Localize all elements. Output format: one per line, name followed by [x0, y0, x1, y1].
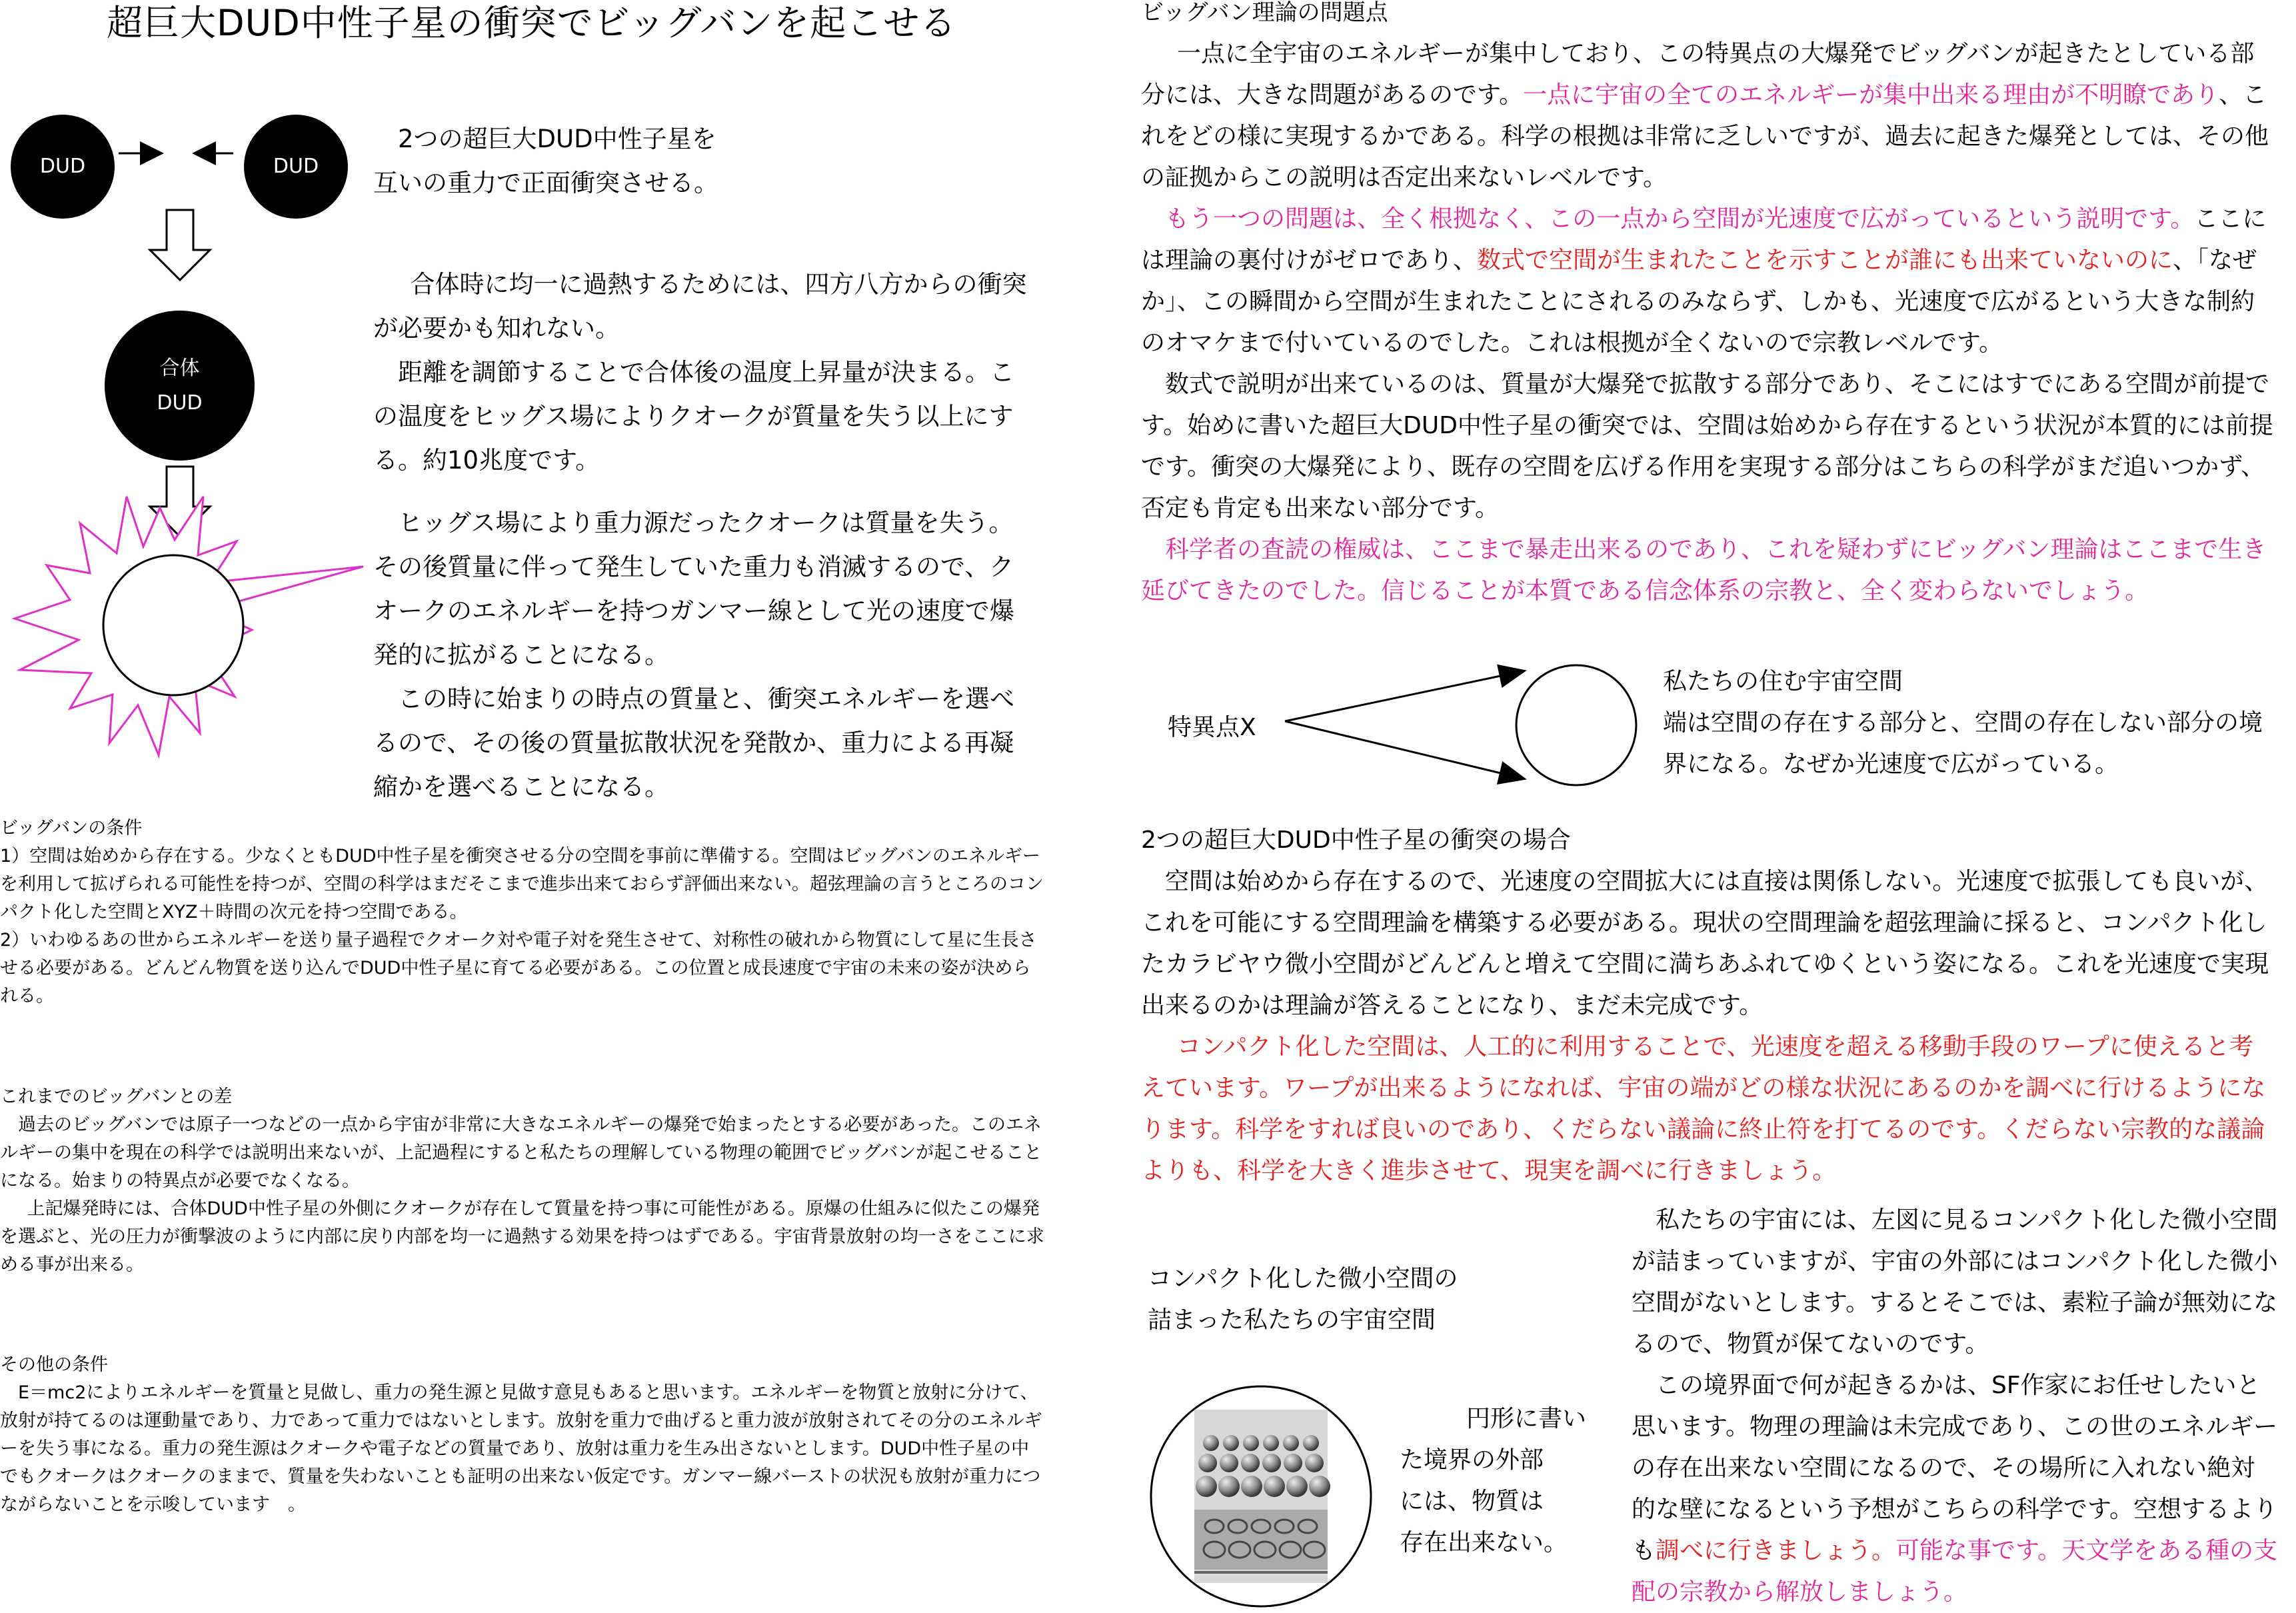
u2-c-highlight: 可能な事です。天文学をある種の支配の宗教から解放しましょう。: [1632, 1537, 2278, 1606]
circle-note-3: には、物質は: [1400, 1488, 1544, 1515]
merged-label-1: 合体: [159, 356, 200, 380]
circle-note-4: 存在出来ない。: [1400, 1529, 1568, 1556]
p1-b-highlight: 一点に宇宙の全てのエネルギーが集中出来る理由が不明瞭であり: [1523, 81, 2219, 109]
para1-line2: 互いの重力で正面衝突させる。: [373, 169, 718, 197]
para4: ヒッグス場により重力源だったクオークは質量を失う。その後質量に伴って発生していた重力も消滅するので、クオークのエネルギーを持つガンマー線として光の速度で爆発的に拡がることになる。: [373, 509, 1014, 669]
bigbang-conditions: [0, 814, 1046, 1010]
boundary-para-1: 私たちの宇宙には、左図に見るコンパクト化した微小空間が詰まっていますが、宇宙の外部にはコンパクト化した微小空間がないとします。するとそこでは、素粒子論が無効になるので、物質が保てないのです。: [1632, 1206, 2278, 1358]
para2: 合体時に均一に過熱するためには、四方八方からの衝突が必要かも知れない。: [373, 270, 1027, 343]
other-conditions: [0, 1351, 1046, 1519]
compact-label-2: 詰まった私たちの宇宙空間: [1148, 1306, 1436, 1334]
difference-para-2: 上記爆発時には、合体DUD中性子星の外側にクオークが存在して質量を持つ事に可能性がある。原爆の仕組みに似たこの爆発を選ぶと、光の圧力が衝撃波のように内部に戻り内部を均一に過熱する効果を持つはずである。宇宙背景放射の均一さをここに求める事が出来る。: [0, 1198, 1044, 1275]
u2-a: この境界面で何が起きるかは、SF作家にお任せしたいと思います。物理の理論は未完成であり、この世のエネルギーの存在出来ない空間になるので、その場所に入れない絶対的な壁になるという予想がこちらの科学です。空想するよりも: [1632, 1372, 2278, 1564]
p1-c: 、これをどの様に実現するかである。科学の根拠は非常に乏しいですが、過去に起きた爆発としては、その他の証拠からこの説明は否定出来ないレベルです。: [1141, 81, 2269, 191]
page-title: 超巨大DUD中性子星の衝突でビッグバンを起こせる: [107, 2, 957, 44]
singularity-diagram: [1266, 647, 1653, 800]
merged-label-2: DUD: [157, 391, 203, 415]
condition-2: 2）いわゆるあの世からエネルギーを送り量子過程でクオーク対や電子対を発生させて、対称性の破れから物質にして星に生長させる必要がある。どんどん物質を送り込んでDUD中性子星に育てる必要がある。この位置と成長速度で宇宙の未来の姿が決められる。: [0, 930, 1037, 1006]
difference-heading: これまでのビッグバンとの差: [0, 1086, 233, 1107]
p2-b: ここには理論の裏付けがゼロであり、: [1141, 205, 2267, 274]
problem-para-4: 科学者の査読の権威は、ここまで暴走出来るのであり、これを疑わずにビッグバン理論はここまで生き延びてきたのでした。信じることが本質である信念体系の宗教と、全く変わらないでしょう。: [1141, 536, 2267, 605]
para3: 距離を調節することで合体後の温度上昇量が決まる。この温度をヒッグス場によりクオークが質量を失う以上にする。約10兆度です。: [373, 358, 1014, 475]
problem-para-2: [1141, 199, 2274, 364]
collision-diagram: [0, 0, 373, 820]
p2-d: 、「なぜか」、この瞬間から空間が生まれたことにされるのみならず、しかも、光速度で広がるという大きな制約のオマケまで付いているのでした。これは根拠が全くないので宗教レベルです。: [1141, 247, 2257, 357]
left-para-1: [373, 117, 746, 205]
problem-para-3: 数式で説明が出来ているのは、質量が大爆発で拡散する部分であり、そこにはすでにある空間が前提です。始めに書いた超巨大DUD中性子星の衝突では、空間は始めから存在するという状況が本質的には前提です。衝突の大爆発により、既存の空間を広げる作用を実現する部分はこちらの科学がまだ追いつかず、否定も肯定も出来ない部分です。: [1141, 371, 2273, 522]
conditions-heading: ビッグバンの条件: [0, 818, 143, 838]
dud-left-label: DUD: [39, 155, 86, 178]
collision-case-section: [1141, 820, 2274, 1192]
para1-line1: 2つの超巨大DUD中性子星を: [398, 125, 716, 153]
expansion-arrow-up-icon: [1285, 671, 1523, 721]
universe-circle: [103, 555, 243, 695]
problem-para-1: [1141, 33, 2274, 199]
compact-space-label: [1148, 1258, 1458, 1341]
condition-1: 1）空間は始めから存在する。少なくともDUD中性子星を衝突させる分の空間を事前に準備する。空間はビッグバンのエネルギーを利用して拡げられる可能性を持つが、空間の科学はまだそこまで進歩出来ておらず評価出来ない。超弦理論の言うところのコンパクト化した空間とXYZ＋時間の次元を持つ空間である。: [0, 846, 1044, 922]
boundary-para-2: [1632, 1365, 2278, 1613]
down-arrow-icon: [150, 210, 210, 280]
dud-right-label: DUD: [273, 155, 319, 178]
collision-para-2: コンパクト化した空間は、人工的に利用することで、光速度を超える移動手段のワープに使えると考えています。ワープが出来るようになれば、宇宙の端がどの様な状況にあるのかを調べに行けるようになります。科学をすれば良いのであり、くだらない議論に終止符を打てるのです。くだらない宗教的な議論よりも、科学を大きく進歩させて、現実を調べに行きましょう。: [1141, 1033, 2266, 1184]
para5: この時に始まりの時点の質量と、衝突エネルギーを選べるので、その後の質量拡散状況を発散か、重力による再凝縮かを選べることになる。: [373, 685, 1014, 801]
left-para-2-3: [373, 263, 1033, 483]
universe-boundary-section: [1632, 1200, 2278, 1613]
collision-para-1: 空間は始めから存在するので、光速度の空間拡大には直接は関係しない。光速度で拡張しても良いが、これを可能にする空間理論を構築する必要がある。現状の空間理論を超弦理論に採ると、コンパクト化したカラビヤウ微小空間がどんどんと増えて空間に満ちあふれてゆくという姿になる。これを光速度で実現出来るのかは理論が答えることになり、まだ未完成です。: [1141, 868, 2269, 1019]
space-desc: 端は空間の存在する部分と、空間の存在しない部分の境界になる。なぜか光速度で広がっている。: [1663, 709, 2263, 778]
space-title: 私たちの住む宇宙空間: [1663, 668, 1903, 695]
circle-note-1: 円形に書い: [1466, 1405, 1586, 1432]
our-universe-circle: [1516, 665, 1636, 785]
other-para-1: E＝mc2によりエネルギーを質量と見做し、重力の発生源と見做す意見もあると思います。エネルギーを物質と放射に分けて、放射が持てるのは運動量であり、力であって重力ではないとします。放射を重力で曲げると重力波が放射されてその分のエネルギーを失う事になる。重力の発生源はクオークや電子などの質量であり、放射は重力を生み出さないとします。DUD中性子星の中でもクオークはクオークのままで、質量を失わないことも証明の出来ない仮定です。ガンマー線バーストの状況も放射が重力につながらないことを示唆しています 。: [0, 1382, 1042, 1515]
calabi-yau-image: [1148, 1383, 1374, 1610]
p2-a-highlight: もう一つの問題は、全く根拠なく、この一点から空間が光速度で広がっているという説明です。: [1165, 205, 2195, 233]
p2-c-highlight: 数式で空間が生まれたことを示すことが誰にも出来ていないのに: [1477, 247, 2173, 274]
left-para-4-5: [373, 501, 1033, 809]
collision-heading: 2つの超巨大DUD中性子星の衝突の場合: [1141, 826, 1571, 854]
other-heading: その他の条件: [0, 1354, 108, 1375]
singularity-label: 特異点X: [1168, 714, 1256, 741]
circle-note: [1400, 1398, 1586, 1564]
p1-a: 一点に全宇宙のエネルギーが集中しており、この特異点の大爆発でビッグバンが起きたとしている部分には、大きな問題があるのです。: [1141, 40, 2255, 109]
difference-para-1: 過去のビッグバンでは原子一つなどの一点から宇宙が非常に大きなエネルギーの爆発で始まったとする必要があった。このエネルギーの集中を現在の科学では説明出来ないが、上記過程にすると私たちの理解している物理の範囲でビッグバンが起こせることになる。始まりの特異点が必要でなくなる。: [0, 1114, 1042, 1191]
problem-heading: ビッグバン理論の問題点: [1141, 0, 1388, 26]
universe-description: [1663, 661, 2276, 785]
difference-section: [0, 1083, 1046, 1279]
problem-section: [1141, 0, 2274, 612]
compact-label-1: コンパクト化した微小空間の: [1148, 1265, 1458, 1292]
circle-note-2: た境界の外部: [1400, 1446, 1544, 1474]
expansion-arrow-down-icon: [1285, 721, 1523, 779]
u2-b-highlight: 調べに行きましょう。: [1656, 1537, 1896, 1564]
